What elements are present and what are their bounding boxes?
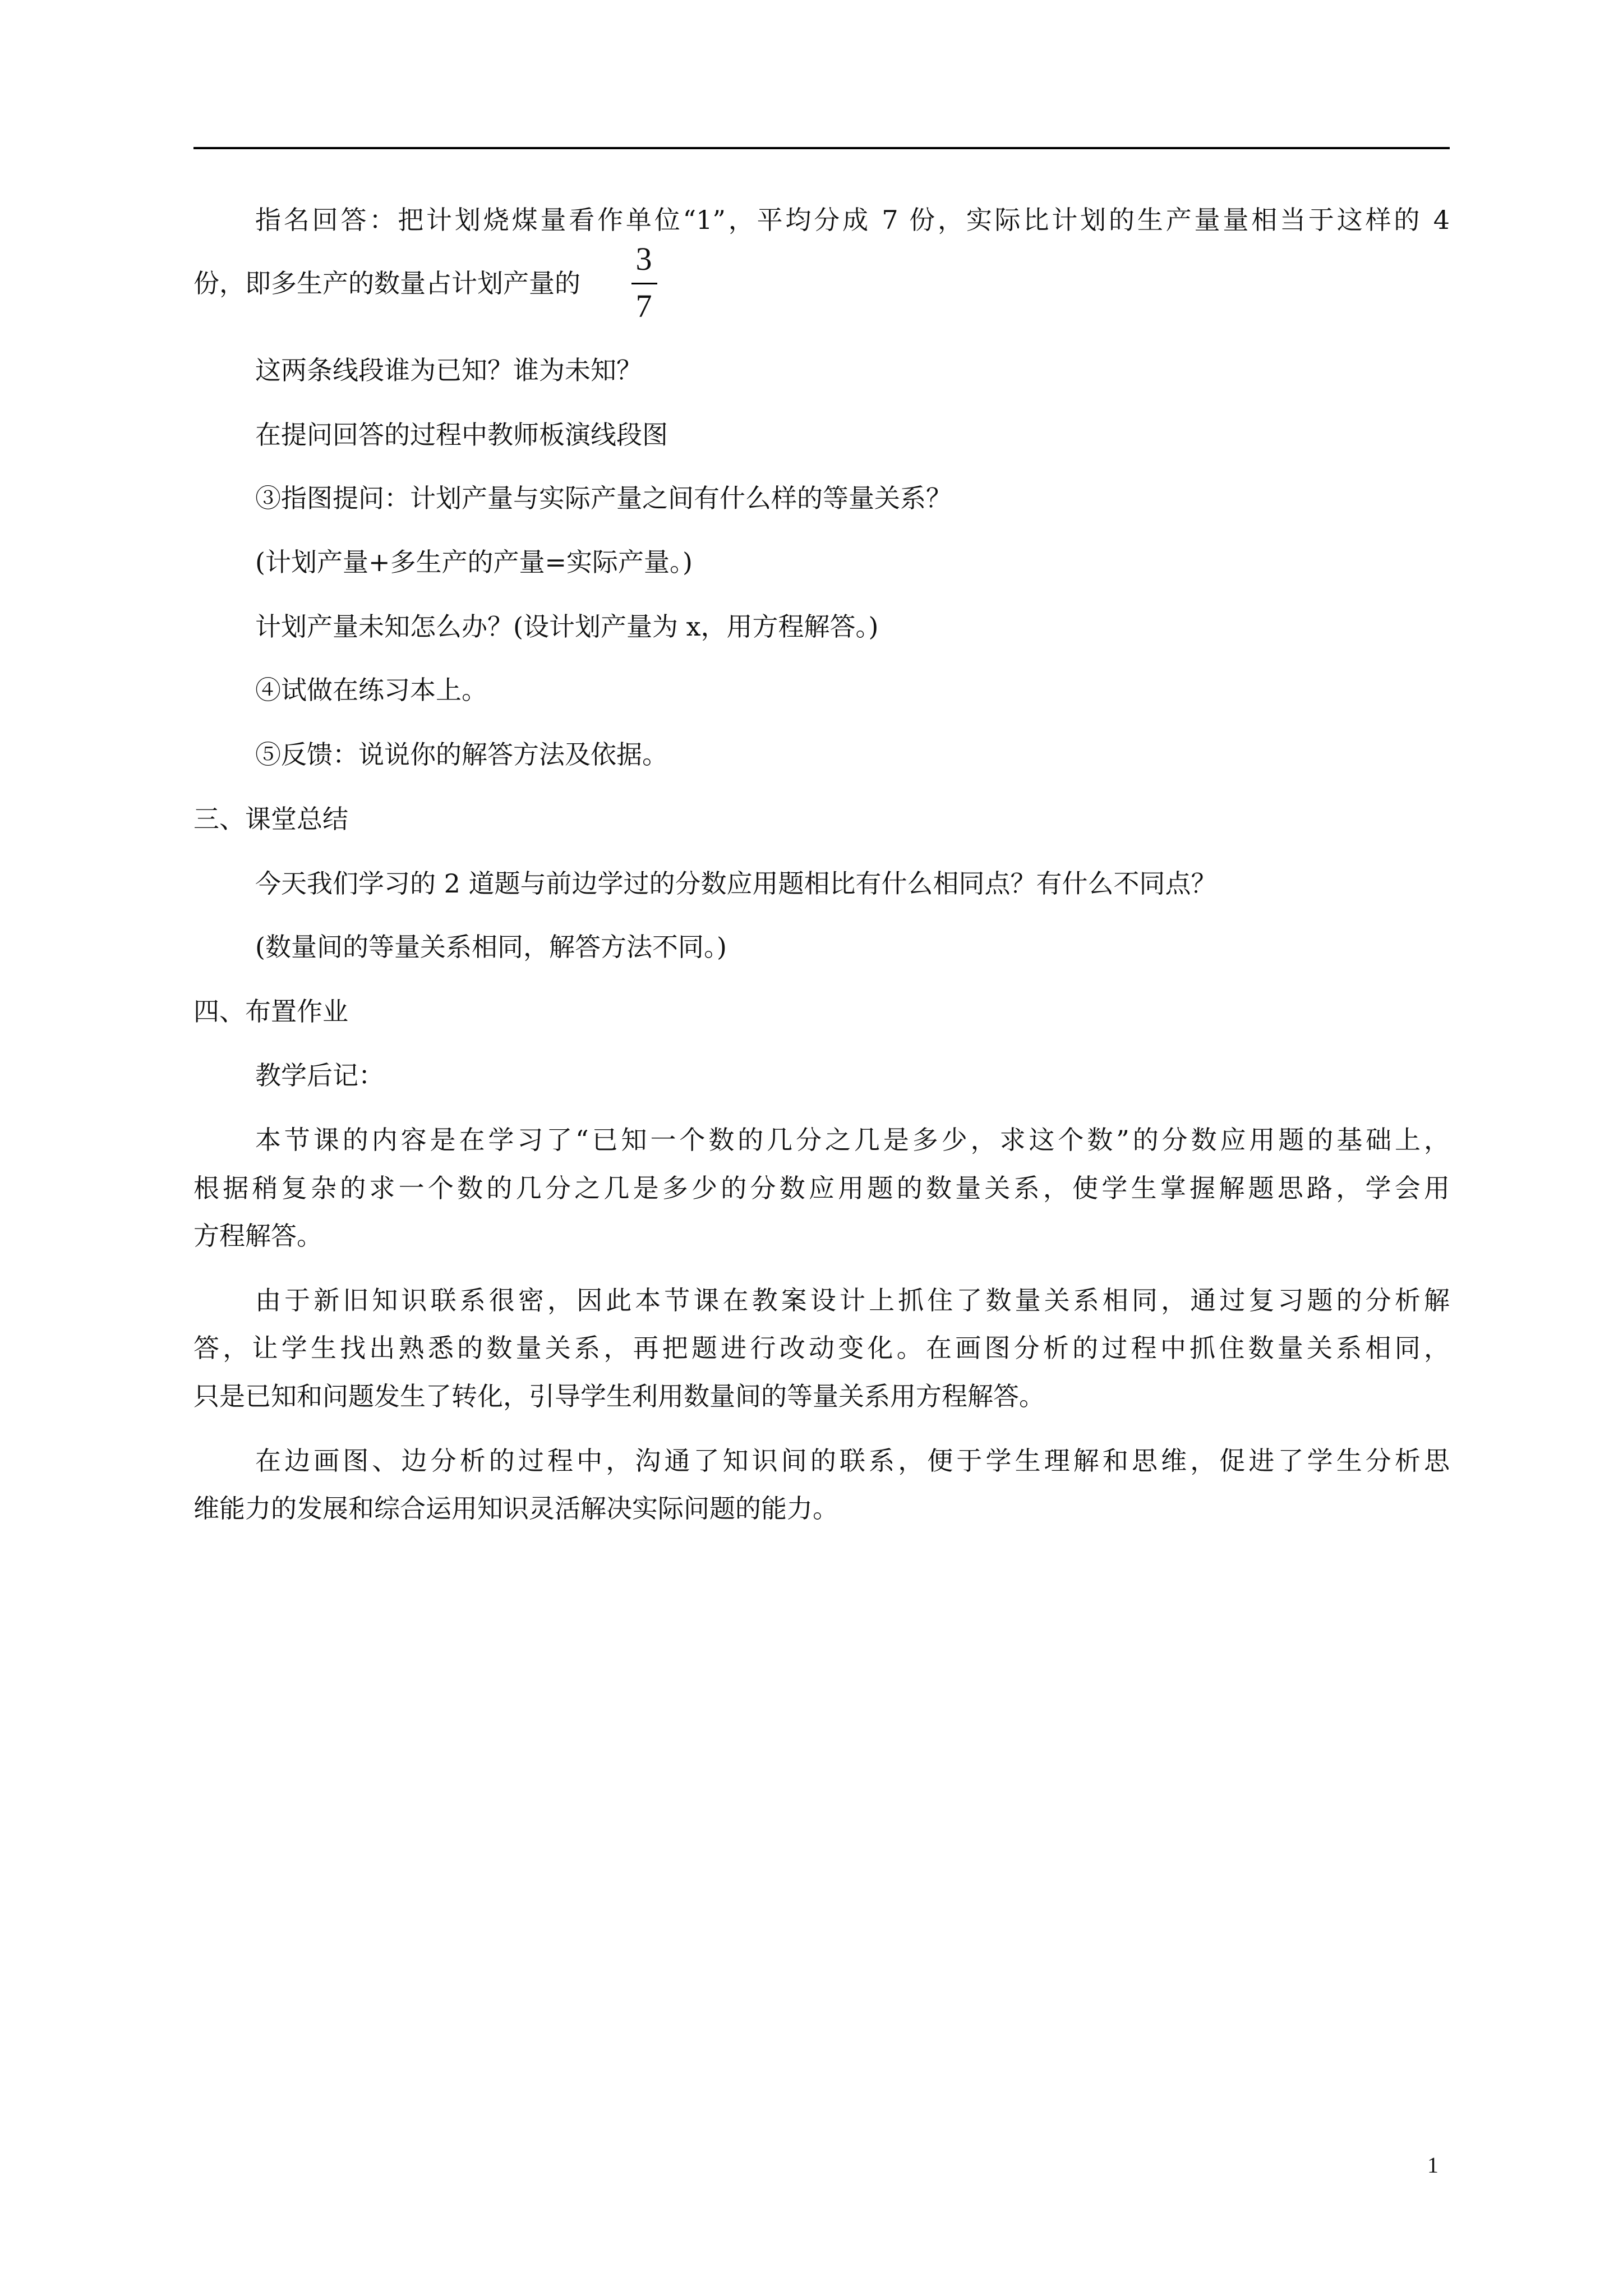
section-heading-homework: 四、布置作业 bbox=[193, 996, 348, 1027]
paragraph-reflection3-line2: 维能力的发展和综合运用知识灵活解决实际问题的能力。 bbox=[193, 1493, 838, 1524]
paragraph-question-3: ③指图提问：计划产量与实际产量之间有什么样的等量关系？ bbox=[255, 483, 952, 513]
paragraph-equation-relation: (计划产量+多生产的产量=实际产量。) bbox=[255, 547, 693, 577]
page-number: 1 bbox=[1427, 2152, 1438, 2178]
paragraph-board-demo: 在提问回答的过程中教师板演线段图 bbox=[255, 420, 668, 450]
fraction-numerator: 3 bbox=[635, 241, 652, 277]
paragraph-postscript-title: 教学后记： bbox=[255, 1060, 384, 1091]
section-heading-summary: 三、课堂总结 bbox=[193, 804, 348, 834]
paragraph-answer-line1: 指名回答：把计划烧煤量看作单位“1”，平均分成 7 份，实际比计划的生产量量相当于这样的 4 bbox=[255, 205, 1450, 235]
paragraph-feedback-5: ⑤反馈：说说你的解答方法及依据。 bbox=[255, 739, 668, 770]
fraction-denominator: 7 bbox=[635, 288, 652, 324]
fraction-three-sevenths bbox=[627, 242, 661, 326]
paragraph-reflection2-line3: 只是已知和问题发生了转化，引导学生利用数量间的等量关系用方程解答。 bbox=[193, 1381, 1045, 1411]
paragraph-answer-line2: 份，即多生产的数量占计划产量的 bbox=[193, 268, 580, 298]
paragraph-summary-answer: (数量间的等量关系相同，解答方法不同。) bbox=[255, 932, 727, 962]
paragraph-reflection1-line2: 根据稍复杂的求一个数的几分之几是多少的分数应用题的数量关系，使学生掌握解题思路，学会用 bbox=[193, 1173, 1450, 1203]
paragraph-try-4: ④试做在练习本上。 bbox=[255, 675, 487, 705]
paragraph-reflection3-line1: 在边画图、边分析的过程中，沟通了知识间的联系，便于学生理解和思维，促进了学生分析思 bbox=[255, 1446, 1450, 1476]
paragraph-reflection2-line1: 由于新旧知识联系很密，因此本节课在教案设计上抓住了数量关系相同，通过复习题的分析解 bbox=[255, 1285, 1450, 1315]
paragraph-reflection1-line1: 本节课的内容是在学习了“已知一个数的几分之几是多少，求这个数”的分数应用题的基础上， bbox=[255, 1125, 1450, 1155]
paragraph-known-unknown: 这两条线段谁为已知？谁为未知？ bbox=[255, 355, 642, 385]
paragraph-unknown-plan: 计划产量未知怎么办？(设计划产量为 x，用方程解答。) bbox=[255, 611, 879, 642]
paragraph-reflection1-line3: 方程解答。 bbox=[193, 1221, 322, 1251]
paragraph-summary-question: 今天我们学习的 2 道题与前边学过的分数应用题相比有什么相同点？有什么不同点？ bbox=[255, 868, 1217, 899]
header-rule bbox=[193, 147, 1450, 149]
paragraph-reflection2-line2: 答，让学生找出熟悉的数量关系，再把题进行改动变化。在画图分析的过程中抓住数量关系相同， bbox=[193, 1333, 1450, 1363]
fraction-bar bbox=[631, 283, 657, 284]
